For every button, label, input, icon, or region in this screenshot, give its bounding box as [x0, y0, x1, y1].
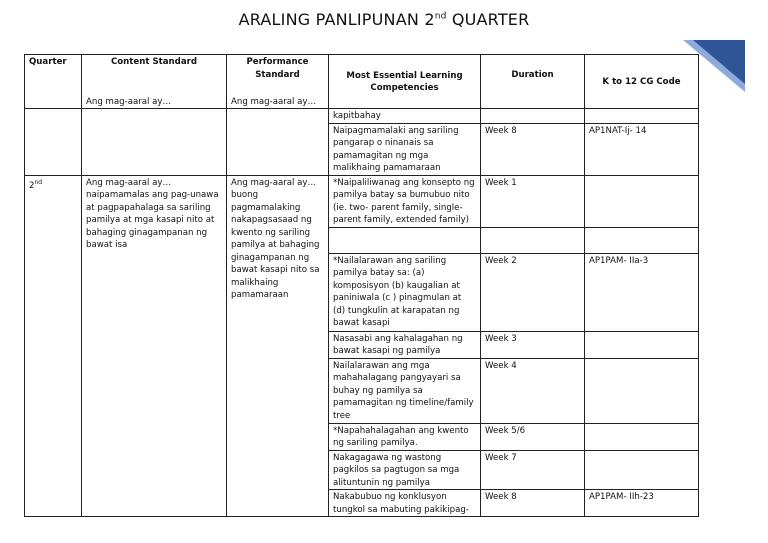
code-cell: AP1PAM- IIh-23: [585, 490, 699, 517]
title-superscript: nd: [434, 11, 447, 22]
header-quarter-label: Quarter: [29, 57, 67, 67]
melc-cell: [329, 227, 481, 253]
melc-cell: Nakagagawa ng wastong pagkilos sa pagtugon sa mga alituntunin ng pamilya: [329, 450, 481, 490]
duration-cell: Week 7: [481, 450, 585, 490]
quarter-cell-empty: [25, 109, 82, 176]
performance-standard-cell: Ang mag-aaral ay… buong pagmamalaking nakapagsasaad ng kwento ng sariling pamilya at bahaging ginagampanan ng bawat kasapi nito sa malikhaing pamamaraan: [227, 175, 329, 517]
duration-cell: Week 1: [481, 175, 585, 227]
melc-cell: *Naipaliliwanag ang konsepto ng pamilya batay sa bumubuo nito (ie. two- parent family, single-parent family, extended family): [329, 175, 481, 227]
code-cell: [585, 175, 699, 227]
melc-cell: Nakabubuo ng konklusyon tungkol sa mabuting pakikipag-: [329, 490, 481, 517]
header-quarter: [25, 55, 82, 109]
duration-cell: Week 4: [481, 358, 585, 423]
curriculum-table: [24, 54, 699, 517]
header-content-standard: [82, 55, 227, 109]
title-quarter-text: QUARTER: [446, 10, 530, 29]
header-row: [25, 55, 699, 109]
melc-cell: *Napahahalagahan ang kwento ng sariling pamilya.: [329, 423, 481, 450]
header-content-sub: Ang mag-aaral ay…: [86, 96, 172, 107]
quarter-superscript: nd: [34, 178, 43, 186]
title-text: ARALING PANLIPUNAN 2: [238, 10, 435, 29]
content-standard-cell: Ang mag-aaral ay… naipamamalas ang pag-unawa at pagpapahalaga sa sariling pamilya at mga kasapi nito at bahaging ginagampanan ng bawat isa: [82, 175, 227, 517]
table-row: [25, 175, 699, 227]
duration-cell: Week 3: [481, 331, 585, 358]
melc-cell: Nailalarawan ang mga mahahalagang pangyayari sa buhay ng pamilya sa pamamagitan ng timeline/family tree: [329, 358, 481, 423]
quarter-cell: [25, 175, 82, 517]
table-row: [25, 109, 699, 124]
code-cell: [585, 358, 699, 423]
header-performance-label: Performance Standard: [246, 57, 309, 80]
code-cell: AP1NAT-Ij- 14: [585, 123, 699, 175]
melc-cell: Nasasabi ang kahalagahan ng bawat kasapi ng pamilya: [329, 331, 481, 358]
header-duration-label: Duration: [511, 70, 554, 80]
page-title: [0, 10, 768, 29]
code-cell: AP1PAM- IIa-3: [585, 253, 699, 331]
code-cell: [585, 450, 699, 490]
duration-cell: [481, 227, 585, 253]
code-cell: [585, 423, 699, 450]
duration-cell: Week 8: [481, 123, 585, 175]
code-cell: [585, 109, 699, 124]
header-melc: [329, 55, 481, 109]
melc-cell: kapitbahay: [329, 109, 481, 124]
duration-cell: [481, 109, 585, 124]
code-cell: [585, 227, 699, 253]
header-content-label: Content Standard: [110, 57, 198, 67]
duration-cell: Week 5/6: [481, 423, 585, 450]
header-performance-standard: [227, 55, 329, 109]
performance-cell-empty: [227, 109, 329, 176]
header-code: [585, 55, 699, 109]
duration-cell: Week 8: [481, 490, 585, 517]
melc-cell: *Nailalarawan ang sariling pamilya batay sa: (a) komposisyon (b) kaugalian at paniniwala (c ) pinagmulan at (d) tungkulin at karapatan ng bawat kasapi: [329, 253, 481, 331]
header-code-label: K to 12 CG Code: [602, 76, 681, 87]
header-melc-label: Most Essential Learning Competencies: [346, 70, 463, 93]
code-cell: [585, 331, 699, 358]
content-cell-empty: [82, 109, 227, 176]
header-performance-sub: Ang mag-aaral ay…: [231, 96, 317, 107]
quarter-value: 2: [29, 180, 35, 191]
duration-cell: Week 2: [481, 253, 585, 331]
header-duration: [481, 55, 585, 109]
melc-cell: Naipagmamalaki ang sariling pangarap o ninanais sa pamamagitan ng mga malikhaing pamamaraan: [329, 123, 481, 175]
